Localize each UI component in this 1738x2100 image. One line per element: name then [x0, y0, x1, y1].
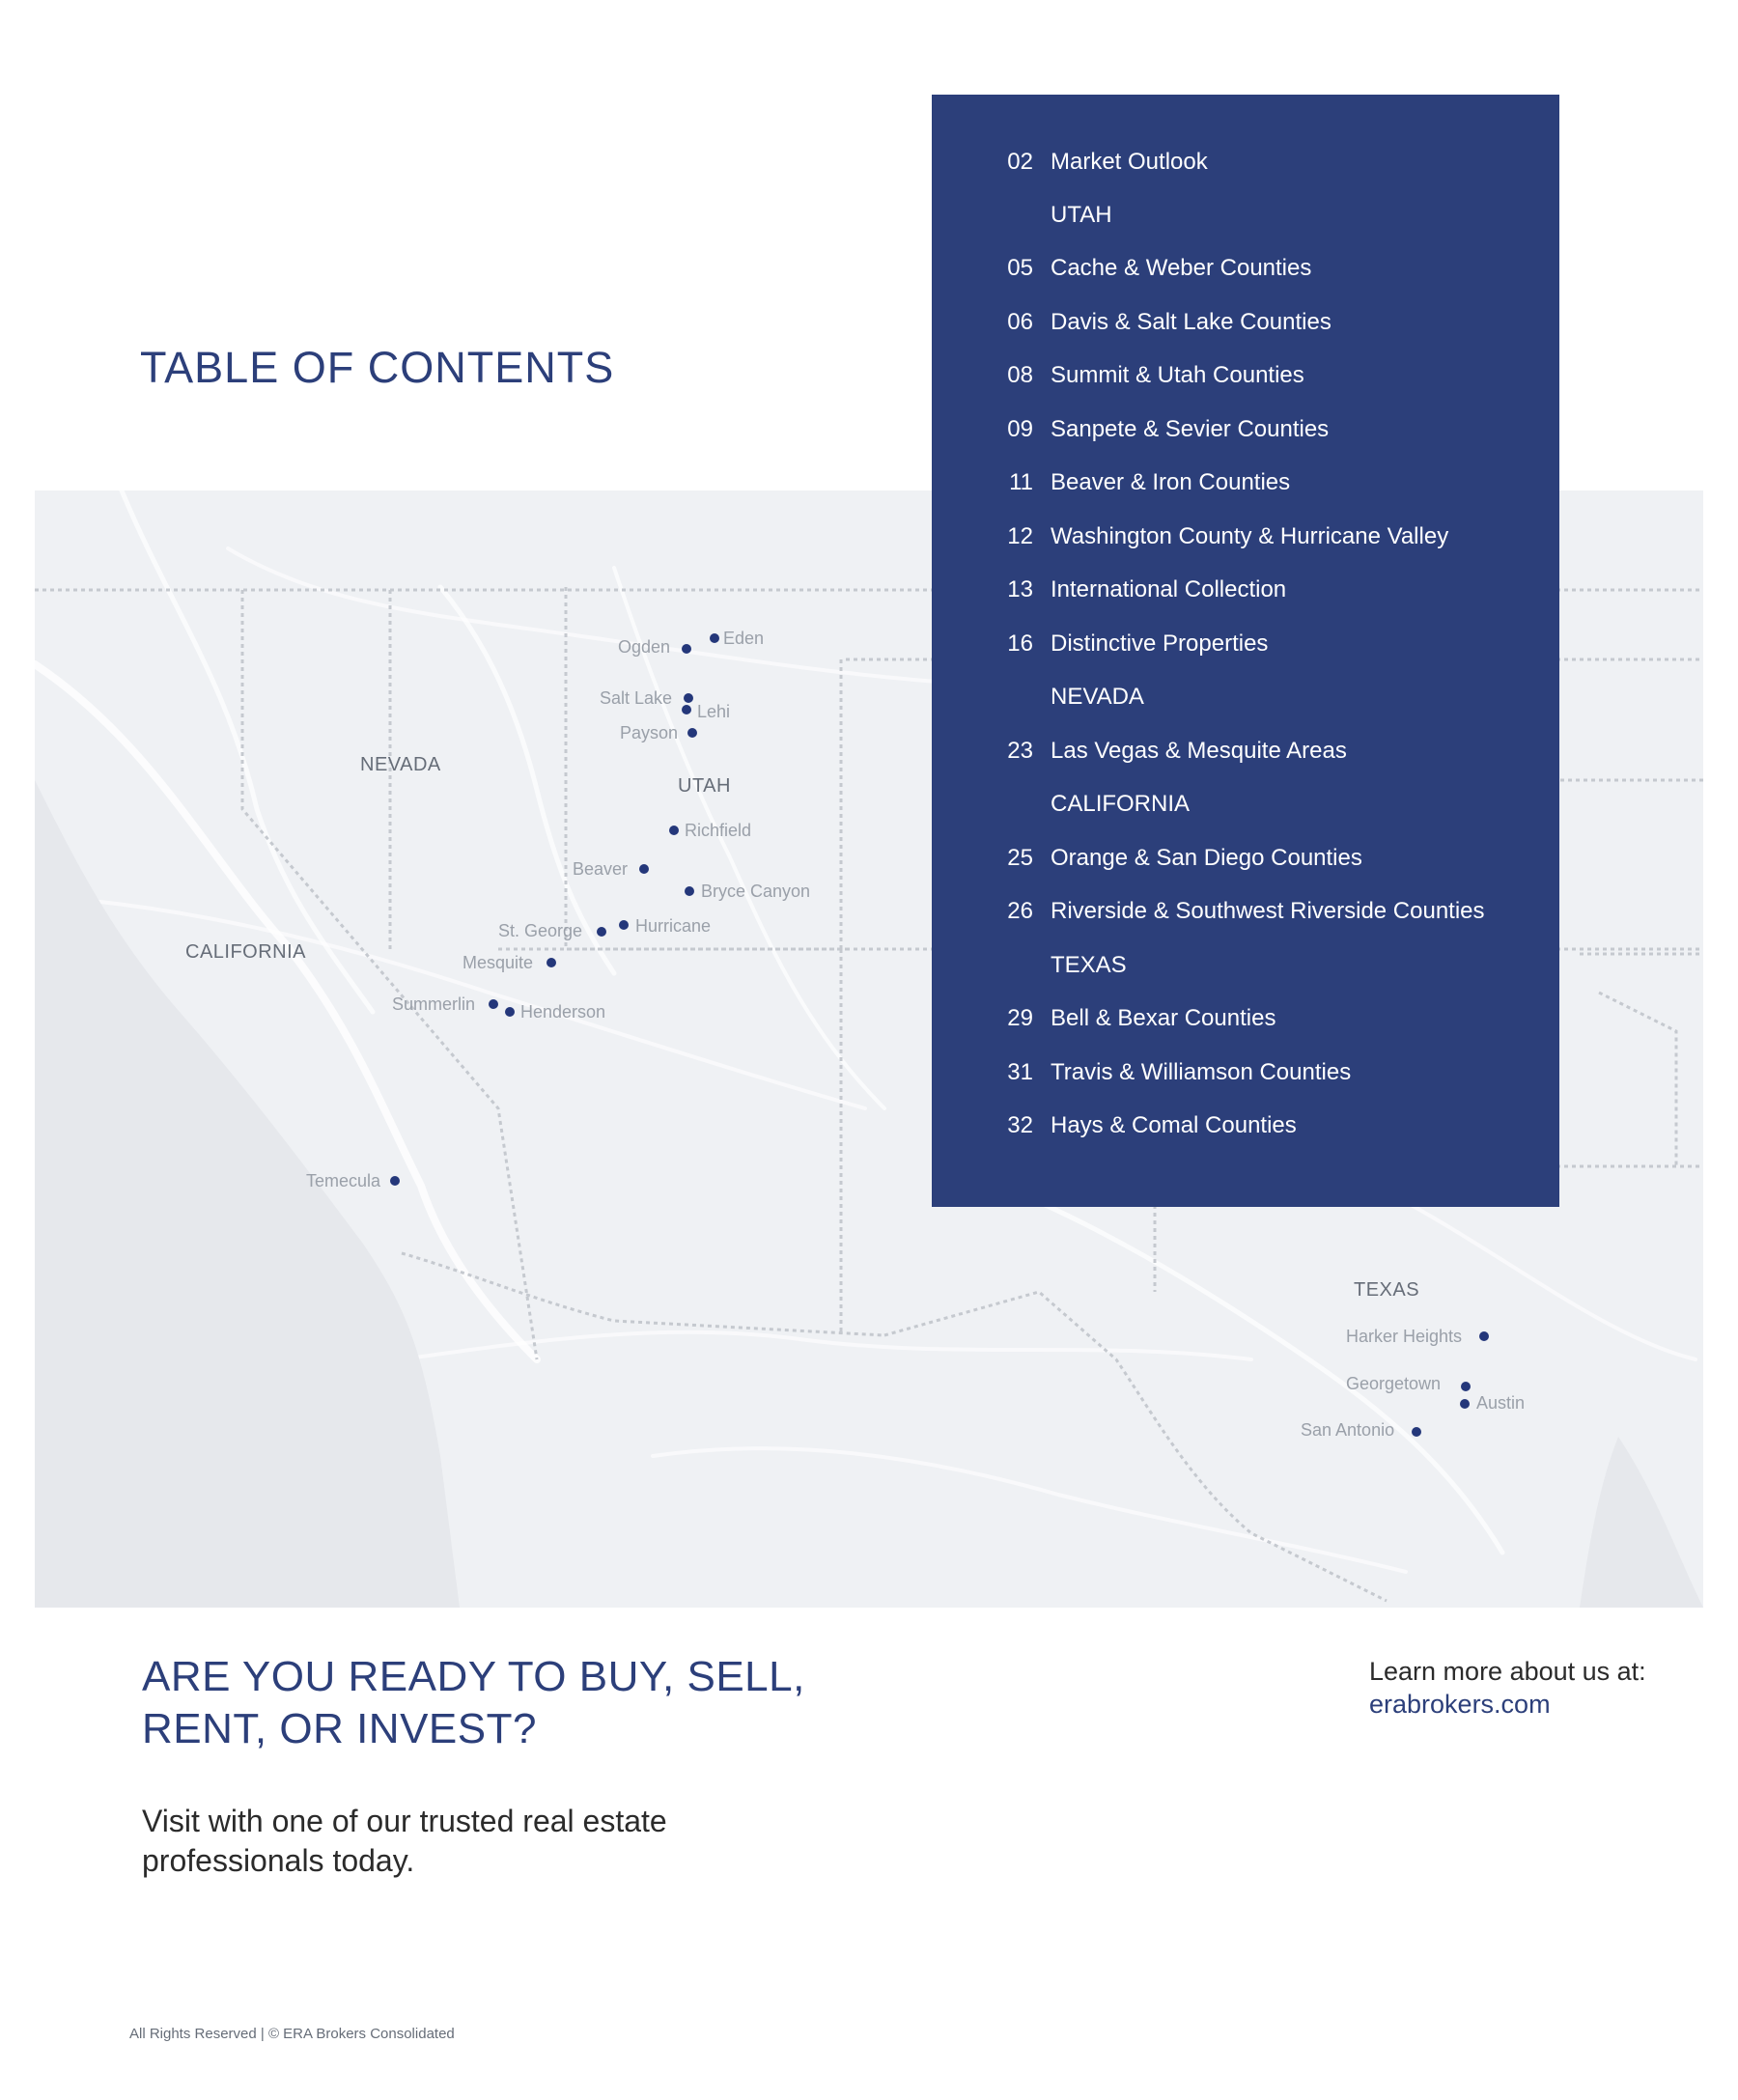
toc-entry-label: Travis & Williamson Counties	[1051, 1059, 1352, 1085]
toc-entry[interactable]	[932, 1053, 1559, 1092]
city-label-lehi: Lehi	[697, 702, 731, 721]
city-dot-beaver	[639, 864, 649, 874]
city-dot-eden	[710, 633, 719, 643]
city-label-san-antonio: San Antonio	[1301, 1420, 1395, 1440]
city-label-henderson: Henderson	[520, 1002, 606, 1022]
toc-title: TABLE OF CONTENTS	[140, 343, 615, 392]
toc-section-label: UTAH	[1051, 202, 1112, 228]
toc-entry-label: Sanpete & Sevier Counties	[1051, 416, 1330, 442]
city-label-harker-heights: Harker Heights	[1346, 1327, 1463, 1346]
toc-section-heading	[932, 946, 1559, 985]
state-label-utah: UTAH	[678, 775, 731, 797]
toc-entry[interactable]	[932, 625, 1559, 663]
city-label-hurricane: Hurricane	[635, 916, 712, 936]
toc-entry[interactable]	[932, 1106, 1559, 1145]
city-dot-temecula	[390, 1176, 400, 1186]
toc-entry[interactable]	[932, 303, 1559, 342]
city-dot-ogden	[682, 644, 691, 654]
city-dot-hurricane	[619, 920, 629, 930]
cta-body-line-1: Visit with one of our trusted real estate	[142, 1804, 667, 1838]
toc-entry-label: Beaver & Iron Counties	[1051, 469, 1291, 495]
city-dot-payson	[687, 728, 697, 738]
toc-entry[interactable]	[932, 463, 1559, 502]
city-dot-summerlin	[489, 999, 498, 1009]
city-dot-san-antonio	[1412, 1427, 1421, 1437]
toc-entry-label: International Collection	[1051, 576, 1287, 602]
city-dot-henderson	[505, 1007, 515, 1017]
website-link[interactable]: erabrokers.com	[1369, 1690, 1551, 1719]
toc-entry[interactable]	[932, 249, 1559, 288]
cta-body-line-2: professionals today.	[142, 1843, 415, 1878]
toc-section-label: CALIFORNIA	[1051, 791, 1191, 817]
toc-page-number: 06	[1007, 309, 1033, 335]
city-label-st-george: St. George	[498, 921, 583, 940]
city-label-bryce-canyon: Bryce Canyon	[701, 882, 811, 901]
toc-page-number: 02	[1007, 149, 1033, 175]
learn-more-label: Learn more about us at:	[1369, 1657, 1646, 1686]
toc-entry[interactable]	[932, 839, 1559, 878]
state-label-texas: TEXAS	[1354, 1279, 1420, 1301]
toc-page-number: 08	[1007, 362, 1033, 388]
city-label-ogden: Ogden	[618, 637, 671, 657]
city-label-richfield: Richfield	[685, 821, 752, 840]
city-dot-lehi	[682, 705, 691, 714]
toc-entry-label: Distinctive Properties	[1051, 630, 1269, 657]
footer-copyright: All Rights Reserved | © ERA Brokers Consolidated	[129, 2026, 455, 2042]
toc-section-heading	[932, 196, 1559, 235]
city-label-summerlin: Summerlin	[392, 994, 476, 1014]
toc-entry-label: Orange & San Diego Counties	[1051, 845, 1362, 871]
toc-page-number: 09	[1007, 416, 1033, 442]
toc-entry-label: Cache & Weber Counties	[1051, 255, 1312, 281]
city-label-temecula: Temecula	[306, 1171, 381, 1190]
toc-section-heading	[932, 785, 1559, 824]
city-label-salt-lake: Salt Lake	[600, 688, 673, 708]
cta-heading-line-2: RENT, OR INVEST?	[142, 1705, 537, 1752]
toc-entry[interactable]	[932, 571, 1559, 609]
toc-page-number: 16	[1007, 630, 1033, 657]
toc-entry-label: Summit & Utah Counties	[1051, 362, 1304, 388]
toc-page-number: 11	[1009, 469, 1033, 495]
toc-entry[interactable]	[932, 732, 1559, 770]
toc-entry-label: Hays & Comal Counties	[1051, 1112, 1297, 1138]
toc-page-number: 23	[1007, 738, 1033, 764]
toc-page-number: 13	[1007, 576, 1033, 602]
city-dot-mesquite	[547, 958, 556, 967]
toc-page-number: 29	[1007, 1005, 1033, 1031]
city-label-georgetown: Georgetown	[1346, 1374, 1442, 1393]
toc-panel	[932, 95, 1559, 1207]
toc-entry[interactable]	[932, 356, 1559, 395]
toc-section-heading	[932, 678, 1559, 716]
toc-entry[interactable]	[932, 999, 1559, 1038]
toc-page-number: 26	[1007, 898, 1033, 924]
toc-entry-label: Washington County & Hurricane Valley	[1051, 523, 1449, 549]
city-dot-st-george	[597, 927, 606, 937]
state-label-california: CALIFORNIA	[185, 941, 307, 963]
toc-entry-label: Davis & Salt Lake Counties	[1051, 309, 1332, 335]
toc-entry-label: Riverside & Southwest Riverside Counties	[1051, 898, 1485, 924]
toc-entry[interactable]	[932, 892, 1559, 931]
toc-entry[interactable]	[932, 143, 1559, 182]
city-label-payson: Payson	[620, 723, 679, 742]
toc-page-number: 32	[1007, 1112, 1033, 1138]
city-label-austin: Austin	[1476, 1393, 1526, 1413]
toc-entry-label: Market Outlook	[1051, 149, 1208, 175]
city-dot-salt-lake	[684, 693, 693, 703]
toc-page-number: 12	[1007, 523, 1033, 549]
toc-entry-label: Las Vegas & Mesquite Areas	[1051, 738, 1347, 764]
toc-page-number: 31	[1007, 1059, 1033, 1085]
city-label-eden: Eden	[723, 629, 765, 648]
cta-heading-line-1: ARE YOU READY TO BUY, SELL,	[142, 1653, 805, 1700]
city-label-beaver: Beaver	[573, 859, 629, 879]
state-label-nevada: NEVADA	[360, 754, 441, 775]
city-dot-georgetown	[1461, 1382, 1471, 1391]
toc-entry[interactable]	[932, 410, 1559, 449]
toc-entry-label: Bell & Bexar Counties	[1051, 1005, 1276, 1031]
toc-page-number: 25	[1007, 845, 1033, 871]
cta-body	[142, 1802, 741, 1881]
toc-section-label: NEVADA	[1051, 684, 1144, 710]
toc-page-number: 05	[1007, 255, 1033, 281]
city-dot-harker-heights	[1479, 1331, 1489, 1341]
toc-entry[interactable]	[932, 518, 1559, 556]
city-label-mesquite: Mesquite	[463, 953, 534, 972]
toc-section-label: TEXAS	[1051, 952, 1127, 978]
cta-heading	[142, 1651, 805, 1755]
city-dot-richfield	[669, 826, 679, 835]
city-dot-bryce-canyon	[685, 886, 694, 896]
city-dot-austin	[1460, 1399, 1470, 1409]
